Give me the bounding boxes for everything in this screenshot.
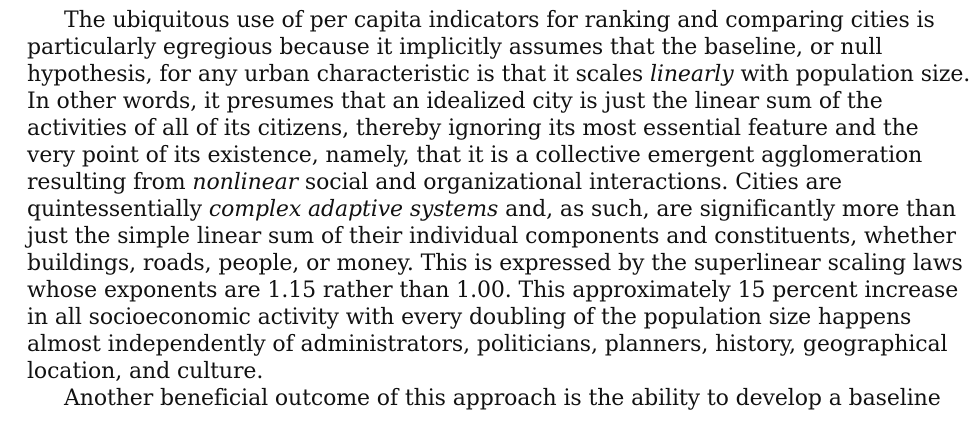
text-span: The ubiquitous use of per capita indicators for ranking and comparing cities is <box>64 8 935 33</box>
text-line <box>27 88 980 115</box>
emphasis-complex-adaptive-systems: complex adaptive systems <box>208 197 499 222</box>
text-span: activities of all of its citizens, thereby ignoring its most essential feature and the <box>27 116 919 141</box>
next-paragraph-cutoff <box>27 385 980 412</box>
text-line <box>27 34 980 61</box>
text-line <box>27 196 980 223</box>
text-span: buildings, roads, people, or money. This is expressed by the superlinear scaling laws <box>27 251 963 276</box>
text-span: hypothesis, for any urban characteristic is that it scales <box>27 62 650 87</box>
emphasis-nonlinear: nonlinear <box>192 170 298 195</box>
text-span: very point of its existence, namely, that it is a collective emergent agglomeration <box>27 143 923 168</box>
text-span: location, and culture. <box>27 359 264 384</box>
text-span: just the simple linear sum of their individual components and constituents, whether <box>27 224 956 249</box>
text-line <box>27 7 980 34</box>
text-line <box>27 115 980 142</box>
text-line <box>27 61 980 88</box>
text-line <box>27 277 980 304</box>
text-line <box>27 169 980 196</box>
text-line <box>27 142 980 169</box>
emphasis-linearly: linearly <box>649 62 734 87</box>
text-span: whose exponents are 1.15 rather than 1.00. This approximately 15 percent increase <box>27 278 959 303</box>
text-span: Another beneficial outcome of this approach is the ability to develop a baseline <box>64 386 941 411</box>
text-span: resulting from <box>27 170 193 195</box>
text-span: in all socioeconomic activity with every doubling of the population size happens <box>27 305 912 330</box>
text-span: particularly egregious because it implicitly assumes that the baseline, or null <box>27 35 883 60</box>
text-span: In other words, it presumes that an idealized city is just the linear sum of the <box>27 89 883 114</box>
text-span: social and organizational interactions. Cities are <box>298 170 842 195</box>
text-line <box>27 358 980 385</box>
text-line <box>27 250 980 277</box>
text-line <box>27 331 980 358</box>
text-line <box>27 223 980 250</box>
text-span: and, as such, are significantly more than <box>498 197 956 222</box>
text-line <box>27 304 980 331</box>
text-span: almost independently of administrators, politicians, planners, history, geographical <box>27 332 948 357</box>
document-page <box>27 0 980 412</box>
paragraph-cities-scaling <box>27 7 980 385</box>
text-span: quintessentially <box>27 197 209 222</box>
text-span: with population size. <box>733 62 971 87</box>
